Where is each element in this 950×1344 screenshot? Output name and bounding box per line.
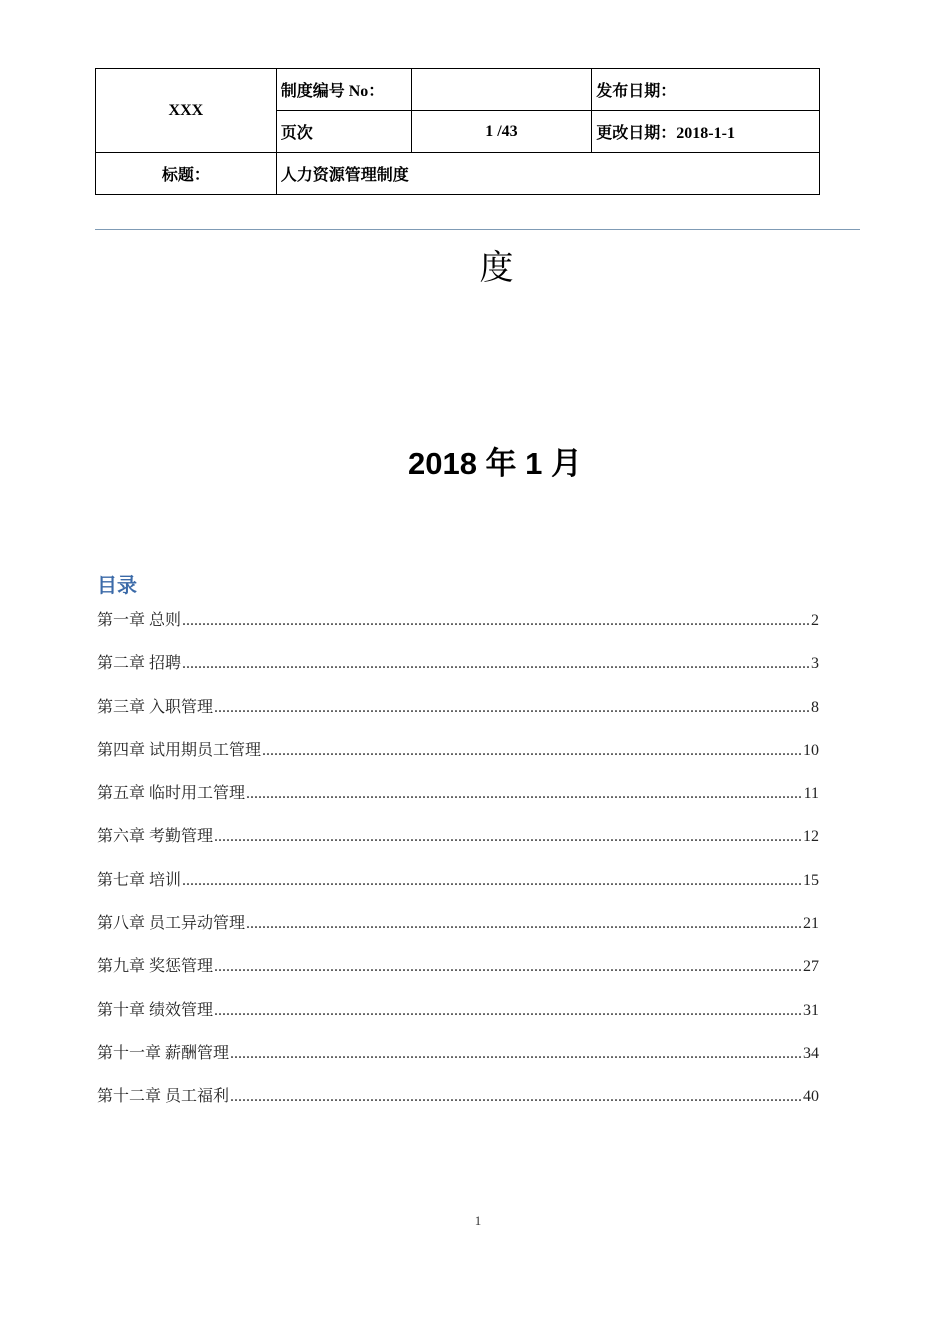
document-header-table [95,68,820,195]
toc-leader [182,612,810,630]
toc-entry-label: 第四章 试用期员工管理 [97,741,262,759]
toc-entry[interactable] [97,607,819,650]
cover-date: 2018 年 1 月 [407,446,583,481]
toc-leader [214,958,802,976]
toc-entry-label: 第九章 奖惩管理 [97,958,214,976]
toc-entry[interactable] [97,737,819,780]
toc-entry-label: 第十一章 薪酬管理 [97,1044,230,1062]
toc-entry-label: 第八章 员工异动管理 [97,915,246,933]
toc-leader [214,699,810,717]
toc-leader [262,742,802,760]
toc-leader [182,872,802,890]
toc-entry-label: 第二章 招聘 [97,655,182,673]
toc-leader [214,828,802,846]
page-label: 页次 [276,111,411,153]
toc-entry-label: 第七章 培训 [97,871,182,889]
toc-entry[interactable] [97,1040,819,1083]
toc-entry-page: 12 [803,828,819,846]
toc-leader [246,915,802,933]
table-of-contents [97,607,819,1127]
toc-leader [230,1088,802,1106]
toc-entry[interactable] [97,694,819,737]
company-name: XXX [96,69,277,153]
toc-leader [230,1045,802,1063]
toc-entry-label: 第六章 考勤管理 [97,828,214,846]
toc-entry-label: 第十二章 员工福利 [97,1088,230,1106]
toc-entry-label: 第一章 总则 [97,612,182,629]
doc-no-label: 制度编号 No： [276,69,411,111]
toc-entry-page: 10 [803,741,819,759]
toc-leader [214,1002,802,1020]
toc-entry[interactable] [97,910,819,953]
toc-leader [182,655,810,673]
toc-entry[interactable] [97,1083,819,1126]
toc-entry-page: 8 [811,698,819,716]
toc-entry[interactable] [97,823,819,866]
toc-entry[interactable] [97,867,819,910]
cover-title-fragment: 度 [479,248,514,288]
toc-entry[interactable] [97,953,819,996]
title-value: 人力资源管理制度 [276,153,819,195]
toc-entry-page: 2 [811,612,819,629]
toc-entry[interactable] [97,780,819,823]
toc-leader [246,785,803,803]
toc-entry-page: 31 [803,1001,819,1019]
toc-entry-label: 第十章 绩效管理 [97,1001,214,1019]
doc-no-value [411,69,592,111]
toc-heading: 目录 [97,573,137,597]
toc-entry-page: 27 [803,958,819,976]
header-divider [95,229,860,230]
footer-page-number: 1 [474,1213,482,1228]
toc-entry[interactable] [97,997,819,1040]
toc-entry-page: 21 [803,915,819,933]
toc-entry-page: 40 [803,1088,819,1106]
toc-entry-page: 3 [811,655,819,673]
toc-entry-page: 15 [803,871,819,889]
toc-entry[interactable] [97,650,819,693]
toc-entry-label: 第五章 临时用工管理 [97,785,246,803]
toc-entry-page: 34 [803,1044,819,1062]
page-value: 1 /43 [411,111,592,153]
title-label: 标题： [96,153,277,195]
issue-date-label: 发布日期： [592,69,820,111]
toc-entry-label: 第三章 入职管理 [97,698,214,716]
toc-entry-page: 11 [803,785,819,803]
revise-date: 更改日期：2018-1-1 [592,111,820,153]
